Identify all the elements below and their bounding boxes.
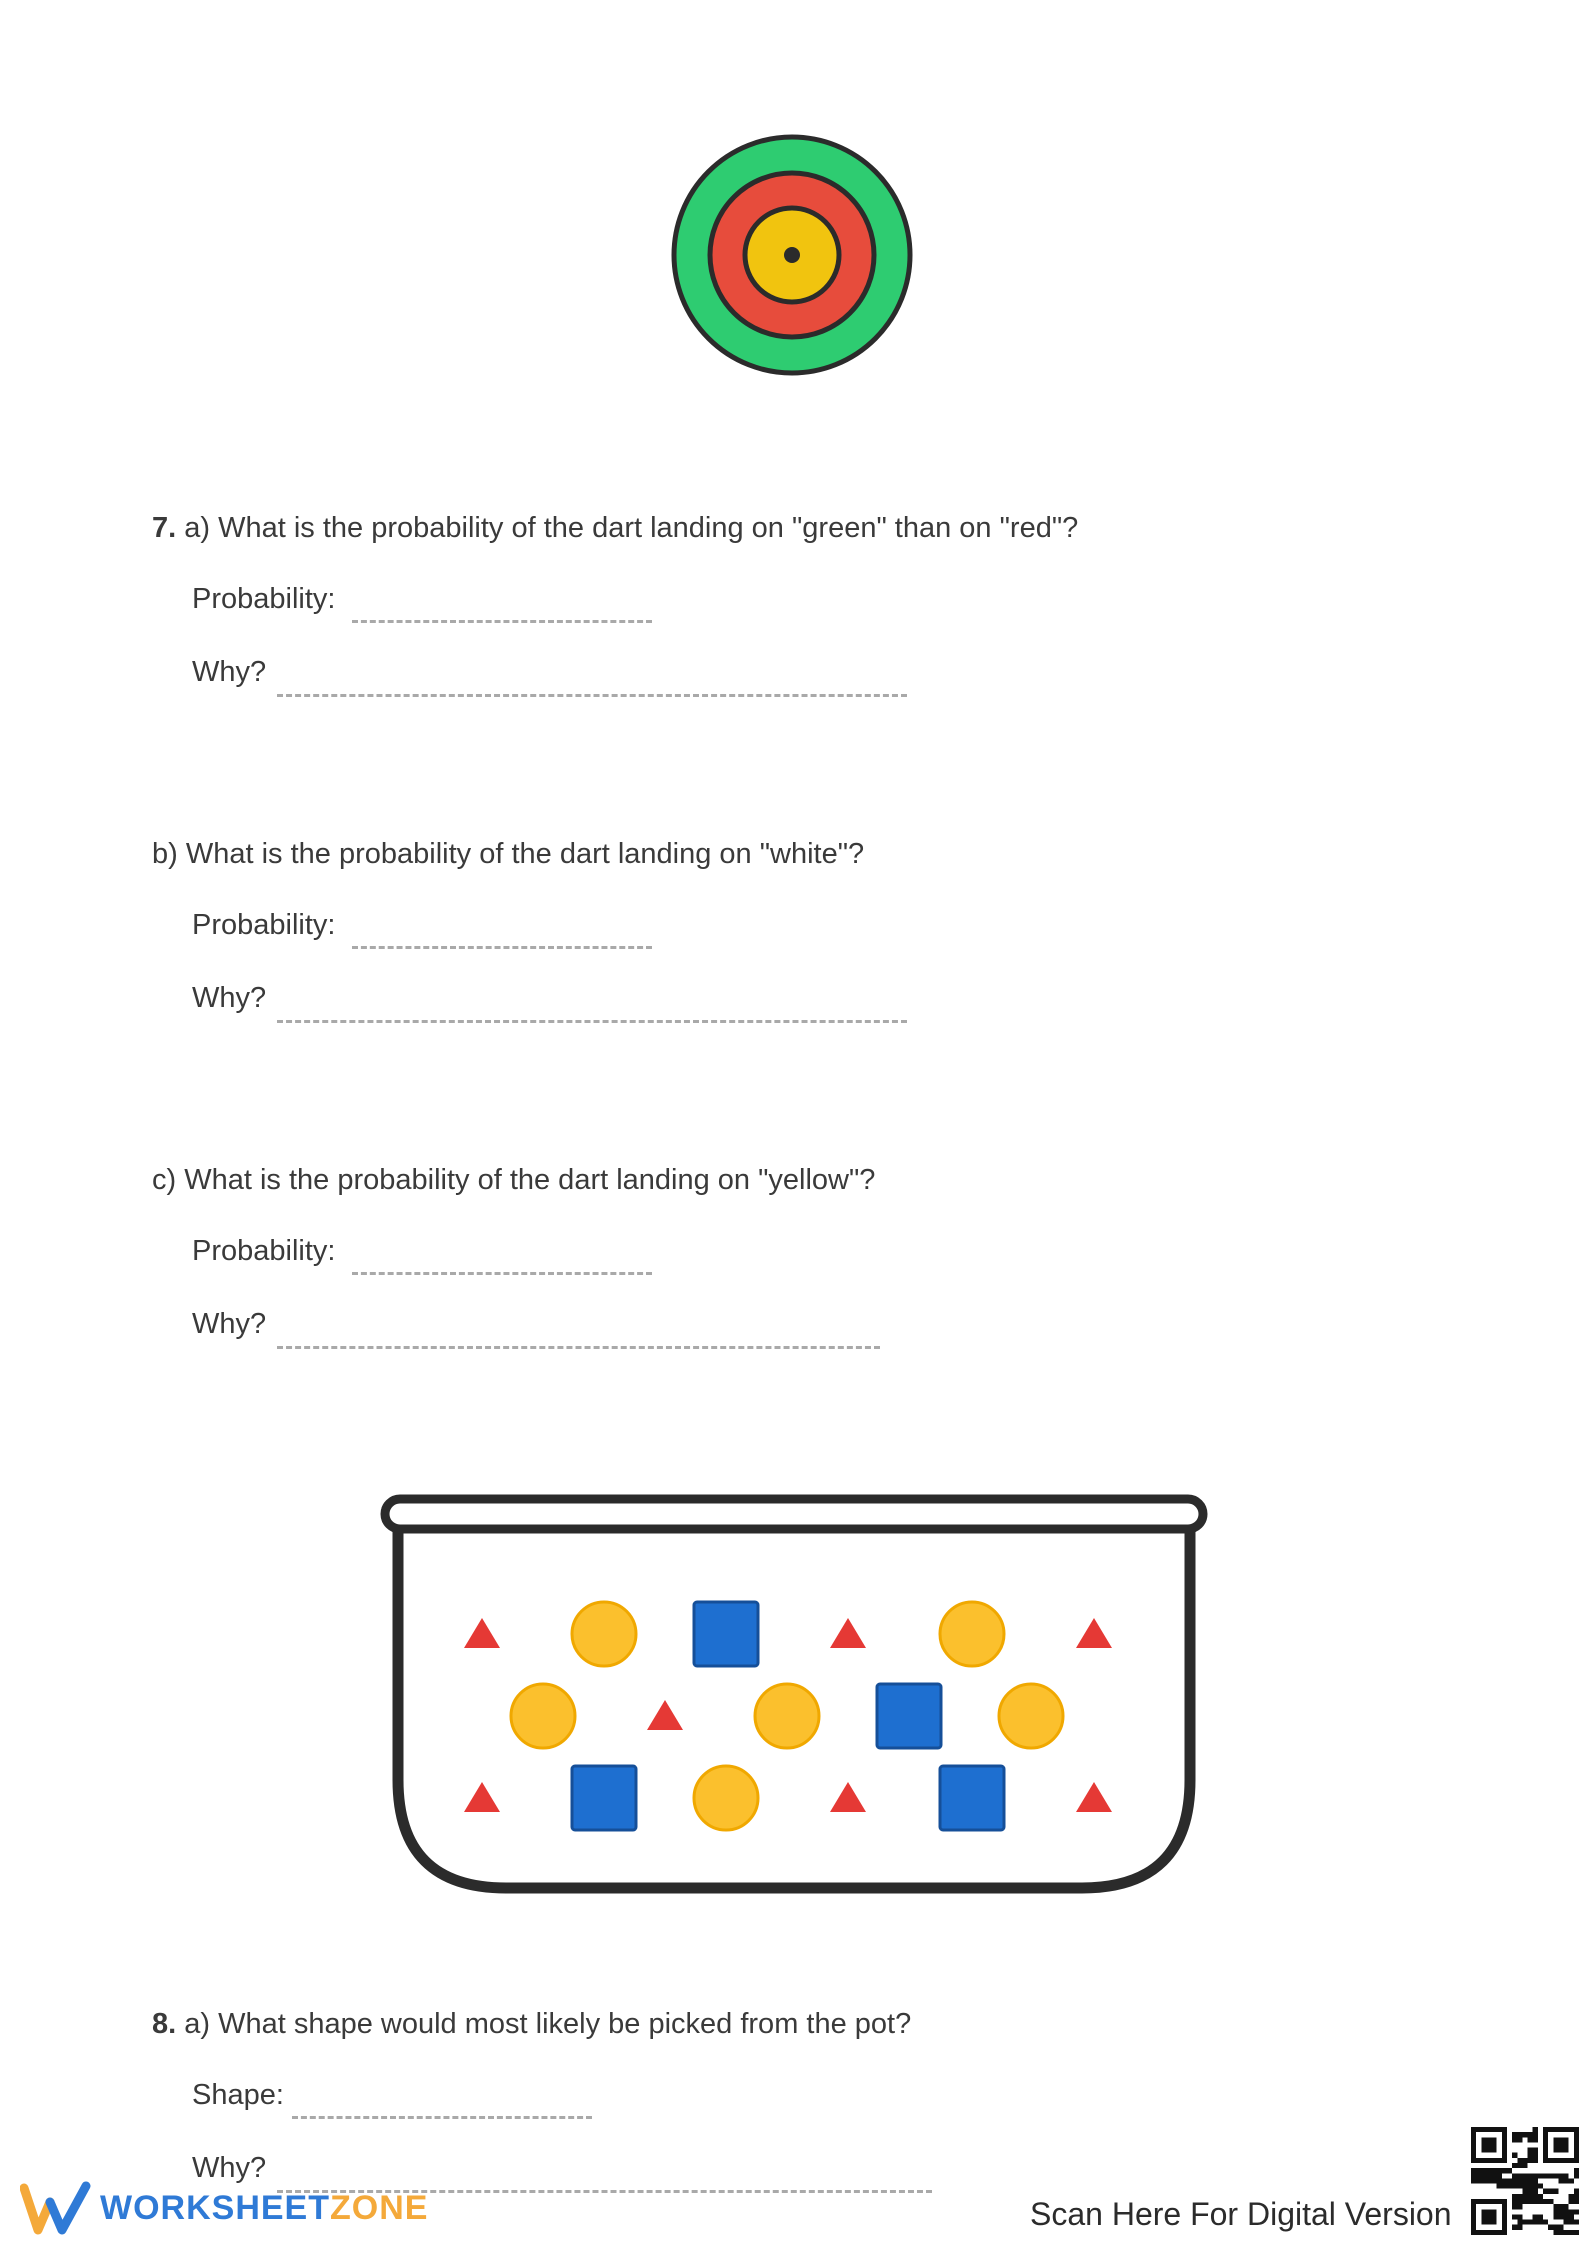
why-answer-line[interactable]: [277, 1020, 907, 1023]
worksheetzone-logo[interactable]: [20, 2180, 428, 2236]
shape-answer-line[interactable]: [292, 2116, 592, 2119]
probability-answer-line[interactable]: [352, 1272, 652, 1275]
why-label: Why?: [192, 1308, 267, 1340]
question-7a-text: a) What is the probability of the dart landing on "green" than on "red"?: [184, 512, 1079, 544]
pot-circle-shape: [755, 1684, 819, 1748]
shape-label: Shape:: [192, 2079, 284, 2111]
probability-label: Probability:: [192, 1235, 336, 1267]
why-answer-line[interactable]: [277, 694, 907, 697]
pot-square-shape: [694, 1602, 758, 1666]
pot-circle-shape: [511, 1684, 575, 1748]
pot-circle-shape: [572, 1602, 636, 1666]
probability-label: Probability:: [192, 909, 336, 941]
question-7b-prompt: b) What is the probability of the dart landing on "white"?: [152, 838, 865, 870]
pot-circle-shape: [694, 1766, 758, 1830]
pot-square-shape: [572, 1766, 636, 1830]
pot-circle-shape: [940, 1602, 1004, 1666]
question-7a-prompt: [152, 512, 1078, 545]
dartboard-icon: [670, 133, 914, 377]
logo-word-zone: ZONE: [330, 2188, 429, 2227]
worksheetzone-w-icon: [20, 2180, 92, 2236]
logo-word-worksheet: WORKSHEET: [100, 2188, 330, 2227]
scan-here-text: Scan Here For Digital Version: [1030, 2196, 1452, 2232]
qr-code-icon[interactable]: [1471, 2127, 1579, 2235]
question-7-number: 7.: [152, 512, 177, 544]
pot-square-shape: [877, 1684, 941, 1748]
pot-square-shape: [940, 1766, 1004, 1830]
why-label: Why?: [192, 656, 267, 688]
probability-label: Probability:: [192, 583, 336, 615]
pot-of-shapes-icon: [380, 1490, 1208, 1900]
question-8a-text: a) What shape would most likely be picked from the pot?: [184, 2008, 912, 2040]
why-label: Why?: [192, 2152, 267, 2184]
question-8-number: 8.: [152, 2008, 177, 2040]
pot-circle-shape: [999, 1684, 1063, 1748]
question-8a-prompt: [152, 2008, 911, 2041]
probability-answer-line[interactable]: [352, 946, 652, 949]
why-answer-line[interactable]: [277, 1346, 880, 1349]
why-label: Why?: [192, 982, 267, 1014]
probability-answer-line[interactable]: [352, 620, 652, 623]
question-7c-prompt: c) What is the probability of the dart landing on "yellow"?: [152, 1164, 876, 1196]
